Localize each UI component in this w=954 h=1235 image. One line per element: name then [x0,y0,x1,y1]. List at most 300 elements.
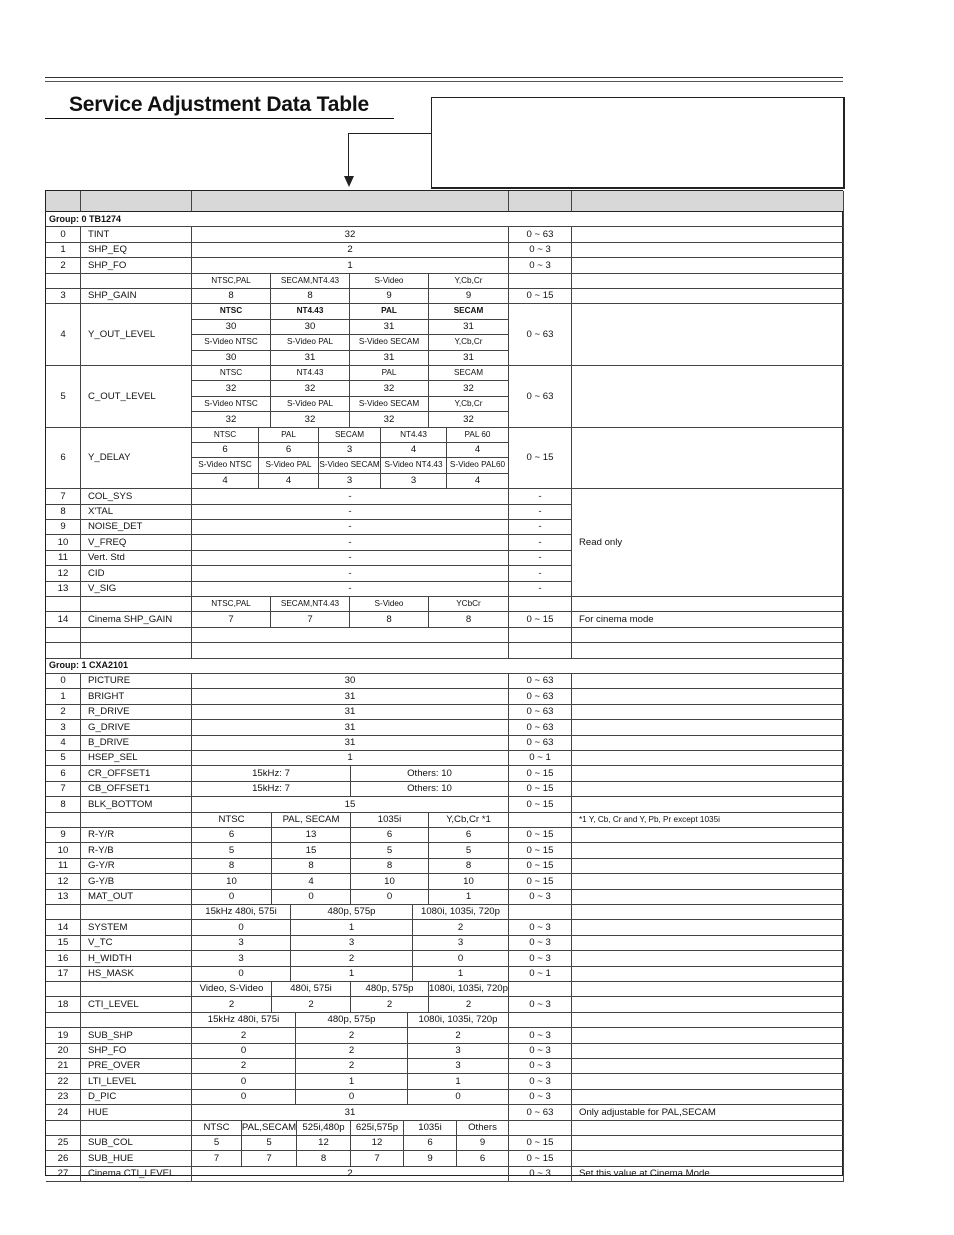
sub-value: 6 [429,828,509,843]
blank [572,597,844,612]
row-item-name: G-Y/R [81,859,192,874]
row-range: 0 ~ 15 [509,797,572,812]
blank [572,1121,844,1136]
sub-header: 1080i, 1035i, 720p [408,1013,509,1028]
sub-value: 5 [429,843,509,858]
sub-header: NT4.43 [381,428,447,443]
row-number: 5 [46,751,81,766]
row-number: 27 [46,1167,81,1182]
row-number: 2 [46,705,81,720]
sub-value: 12 [297,1136,351,1151]
sub-value: 4 [259,474,319,489]
sub-value: 12 [351,1136,404,1151]
sub-header: Y,Cb,Cr [429,335,509,350]
row-value: - [192,551,509,566]
sub-value: 30 [192,351,271,366]
sub-value: 0 [192,890,272,905]
sub-header: 480p, 575p [291,905,413,920]
row-item-name: SUB_HUE [81,1151,192,1166]
sub-value: 3 [291,936,413,951]
row-item-name: HUE [81,1105,192,1120]
sub-value: 31 [350,351,429,366]
sub-value: 6 [259,443,319,458]
row-number: 7 [46,782,81,797]
row-remarks [572,304,844,366]
top-rule [45,77,843,78]
row-number: 8 [46,505,81,520]
sub-header: NTSC [192,428,259,443]
sub-header: Others [457,1121,509,1136]
sub-value: 3 [381,474,447,489]
sub-value: 8 [192,859,272,874]
sub-value: 7 [192,612,271,627]
blank [81,1013,192,1028]
sub-value: 30 [271,320,350,335]
blank [46,905,81,920]
sub-value: 0 [192,967,291,982]
row-number: 7 [46,489,81,504]
sub-value: 2 [272,997,351,1012]
row-item-name: X'TAL [81,505,192,520]
row-remarks [572,705,844,720]
row-value: 30 [192,674,509,689]
sub-value: 6 [192,443,259,458]
row-value: - [192,505,509,520]
row-number: 16 [46,951,81,966]
row-range: - [509,520,572,535]
sub-value: 32 [429,381,509,396]
row-remarks [572,859,844,874]
row-range: - [509,535,572,550]
sub-header: S-Video PAL [271,397,350,412]
row-range: 0 ~ 3 [509,920,572,935]
sub-value: 32 [429,412,509,427]
row-remarks [572,1151,844,1166]
sub-value: 32 [350,381,429,396]
sub-header: NTSC,PAL [192,597,271,612]
group-label: Group: 0 TB1274 [46,212,844,227]
top-rule-secondary [45,81,843,82]
sub-header: 15kHz 480i, 575i [192,1013,296,1028]
row-item-name: CID [81,566,192,581]
row-range: 0 ~ 15 [509,828,572,843]
row-remarks [572,828,844,843]
row-item-name: R-Y/R [81,828,192,843]
row-range: - [509,505,572,520]
row-range: 0 ~ 15 [509,428,572,490]
sub-value: 8 [297,1151,351,1166]
sub-header: NTSC [192,366,271,381]
sub-value: 7 [192,1151,242,1166]
sub-header: 1080i, 1035i, 720p [429,982,509,997]
row-item-name: SHP_FO [81,258,192,273]
header-data [192,191,509,212]
row-remarks [572,1059,844,1074]
row-range: 0 ~ 1 [509,967,572,982]
sub-value: 15 [272,843,351,858]
row-item-name: SHP_GAIN [81,289,192,304]
row-remarks: For cinema mode [572,612,844,627]
row-value: 31 [192,1105,509,1120]
row-number: 13 [46,582,81,597]
sub-value: 2 [408,1028,509,1043]
sub-value: 7 [351,1151,404,1166]
readonly-note: Read only [572,489,844,597]
sub-value: 2 [351,997,429,1012]
row-item-name: HSEP_SEL [81,751,192,766]
row-number: 18 [46,997,81,1012]
row-range: 0 ~ 3 [509,1074,572,1089]
sub-value: 0 [192,1074,296,1089]
blank [46,982,81,997]
sub-value: 31 [350,320,429,335]
blank [46,1121,81,1136]
sub-header: S-Video [350,597,429,612]
row-number: 2 [46,258,81,273]
sub-header: S-Video NTSC [192,458,259,473]
sub-header: NTSC,PAL [192,274,271,289]
row-value: Others: 10 [351,766,509,781]
blank [46,1013,81,1028]
row-range: 0 ~ 3 [509,936,572,951]
sub-header: Y,Cb,Cr [429,274,509,289]
row-range: 0 ~ 3 [509,258,572,273]
row-item-name: SYSTEM [81,920,192,935]
sub-header: NT4.43 [271,304,350,319]
sub-value: 0 [351,890,429,905]
sub-header: Video, S-Video [192,982,272,997]
row-number: 1 [46,689,81,704]
row-value: 1 [192,751,509,766]
sub-value: 2 [192,997,272,1012]
row-number: 10 [46,843,81,858]
sub-value: 4 [381,443,447,458]
sub-value: 10 [429,874,509,889]
row-value: 31 [192,736,509,751]
sub-header: SECAM [429,304,509,319]
sub-value: 8 [272,859,351,874]
row-range: 0 ~ 15 [509,1151,572,1166]
empty-row [572,643,844,658]
row-item-name: NOISE_DET [81,520,192,535]
sub-value: 2 [413,920,509,935]
empty-row [572,628,844,643]
row-range: 0 ~ 15 [509,612,572,627]
row-number: 6 [46,428,81,490]
row-item-name: HS_MASK [81,967,192,982]
sub-value: 1 [413,967,509,982]
row-range: 0 ~ 3 [509,951,572,966]
sub-header: PAL 60 [447,428,509,443]
row-remarks [572,766,844,781]
arrow-down-icon [344,176,354,187]
row-range: 0 ~ 63 [509,736,572,751]
blank [81,982,192,997]
header-remarks [572,191,844,212]
sub-value: 31 [271,351,350,366]
row-remarks [572,689,844,704]
row-range: 0 ~ 3 [509,1028,572,1043]
row-range: - [509,566,572,581]
row-remarks: Only adjustable for PAL,SECAM [572,1105,844,1120]
row-range: 0 ~ 3 [509,243,572,258]
row-remarks [572,258,844,273]
sub-header: 1035i [351,813,429,828]
row-range: - [509,551,572,566]
row-item-name: Y_DELAY [81,428,192,490]
sub-header: PAL [350,304,429,319]
row-remarks [572,843,844,858]
row-remarks [572,874,844,889]
row-number: 0 [46,227,81,242]
row-remarks [572,720,844,735]
row-range: 0 ~ 15 [509,766,572,781]
row-range: 0 ~ 63 [509,366,572,428]
row-remarks [572,1136,844,1151]
sub-header: 625i,575p [351,1121,404,1136]
row-remarks [572,920,844,935]
sub-value: 7 [271,612,350,627]
row-range: 0 ~ 15 [509,843,572,858]
row-item-name: TINT [81,227,192,242]
row-number: 3 [46,289,81,304]
sub-value: 31 [429,320,509,335]
sub-header: Y,Cb,Cr [429,397,509,412]
sub-value: 0 [192,920,291,935]
sub-header: S-Video SECAM [350,335,429,350]
sub-value: 5 [192,1136,242,1151]
sub-value: 13 [272,828,351,843]
sub-header: 15kHz 480i, 575i [192,905,291,920]
row-value: 15kHz: 7 [192,782,351,797]
sub-header: SECAM [319,428,381,443]
row-range: 0 ~ 3 [509,1059,572,1074]
row-item-name: SHP_EQ [81,243,192,258]
row-value: 15 [192,797,509,812]
empty-row [81,628,192,643]
title-underline [45,118,394,119]
sub-value: 4 [447,474,509,489]
empty-row [192,628,509,643]
row-range: 0 ~ 1 [509,751,572,766]
row-range: 0 ~ 63 [509,1105,572,1120]
row-number: 11 [46,859,81,874]
row-value: 31 [192,720,509,735]
row-remarks [572,736,844,751]
sub-header: S-Video SECAM [350,397,429,412]
sub-header: S-Video SECAM [319,458,381,473]
sub-value: 8 [271,289,350,304]
sub-header: SECAM [429,366,509,381]
row-range: 0 ~ 15 [509,1136,572,1151]
sub-value: 3 [192,951,291,966]
row-value: - [192,535,509,550]
sub-value: 6 [192,828,272,843]
row-item-name: Cinema CTI_LEVEL [81,1167,192,1182]
blank [572,905,844,920]
row-number: 22 [46,1074,81,1089]
sub-value: 10 [192,874,272,889]
sub-value: 0 [408,1090,509,1105]
row-value: 32 [192,227,509,242]
row-item-name: D_PIC [81,1090,192,1105]
row-item-name: PICTURE [81,674,192,689]
header-note-box [431,97,845,189]
sub-value: 4 [447,443,509,458]
sub-header: YCbCr [429,597,509,612]
row-range: - [509,582,572,597]
row-number: 26 [46,1151,81,1166]
blank [572,982,844,997]
row-remarks [572,1090,844,1105]
sub-value: 6 [404,1136,457,1151]
blank [46,813,81,828]
sub-header: 1080i, 1035i, 720p [413,905,509,920]
row-item-name: G_DRIVE [81,720,192,735]
sub-value: 3 [408,1059,509,1074]
sub-header: NTSC [192,813,272,828]
row-range: 0 ~ 3 [509,1044,572,1059]
sub-header: 480i, 575i [272,982,351,997]
sub-value: 2 [192,1028,296,1043]
sub-header: 480p, 575p [296,1013,408,1028]
row-number: 23 [46,1090,81,1105]
sub-header: 480p, 575p [351,982,429,997]
sub-value: 1 [296,1074,408,1089]
row-range: 0 ~ 63 [509,689,572,704]
blank [509,813,572,828]
row-item-name: R_DRIVE [81,705,192,720]
row-item-name: SHP_FO [81,1044,192,1059]
sub-value: 2 [429,997,509,1012]
row-number: 5 [46,366,81,428]
row-number: 15 [46,936,81,951]
sub-header: 1035i [404,1121,457,1136]
header-item [81,191,192,212]
sub-header: SECAM,NT4.43 [271,597,350,612]
sub-value: 5 [351,843,429,858]
row-number: 24 [46,1105,81,1120]
sub-value: 10 [351,874,429,889]
row-item-name: V_SIG [81,582,192,597]
sub-value: 6 [351,828,429,843]
row-item-name: C_OUT_LEVEL [81,366,192,428]
sub-value: 9 [429,289,509,304]
row-item-name: MAT_OUT [81,890,192,905]
row-number: 11 [46,551,81,566]
row-item-name: SUB_COL [81,1136,192,1151]
sub-value: 3 [192,936,291,951]
row-item-name: BLK_BOTTOM [81,797,192,812]
row-number: 25 [46,1136,81,1151]
row-remarks [572,890,844,905]
row-item-name: LTI_LEVEL [81,1074,192,1089]
sub-value: 6 [457,1151,509,1166]
sub-value: 0 [413,951,509,966]
sub-header: S-Video NTSC [192,397,271,412]
sub-value: 32 [271,412,350,427]
sub-value: 9 [350,289,429,304]
row-value: Others: 10 [351,782,509,797]
blank [509,905,572,920]
row-value: 31 [192,705,509,720]
sub-value: 4 [272,874,351,889]
row-remarks [572,997,844,1012]
sub-value: 32 [271,381,350,396]
row-remarks [572,751,844,766]
sub-header: S-Video NT4.43 [381,458,447,473]
blank [509,982,572,997]
row-range: 0 ~ 63 [509,674,572,689]
sub-header: S-Video PAL [271,335,350,350]
row-item-name: Cinema SHP_GAIN [81,612,192,627]
row-number: 14 [46,920,81,935]
sub-value: 9 [404,1151,457,1166]
empty-row [192,643,509,658]
row-number: 9 [46,828,81,843]
blank [509,597,572,612]
row-range: 0 ~ 3 [509,997,572,1012]
row-number: 19 [46,1028,81,1043]
sub-header: PAL [350,366,429,381]
sub-header: S-Video PAL60 [447,458,509,473]
row-value: 15kHz: 7 [192,766,351,781]
row-remarks [572,967,844,982]
row-item-name: Vert. Std [81,551,192,566]
row-number: 9 [46,520,81,535]
row-number: 1 [46,243,81,258]
sub-value: 5 [242,1136,297,1151]
sub-value: 0 [192,1090,296,1105]
empty-row [509,628,572,643]
sub-value: 2 [296,1028,408,1043]
sub-value: 4 [192,474,259,489]
row-item-name: R-Y/B [81,843,192,858]
row-range: 0 ~ 15 [509,874,572,889]
group-label: Group: 1 CXA2101 [46,659,844,674]
row-range: 0 ~ 63 [509,720,572,735]
row-value: - [192,582,509,597]
row-number: 17 [46,967,81,982]
arrow-connector [348,133,431,134]
row-number: 10 [46,535,81,550]
blank [46,597,81,612]
page-title: Service Adjustment Data Table [69,93,369,116]
row-range: 0 ~ 15 [509,859,572,874]
row-remarks [572,782,844,797]
sub-value: 8 [429,859,509,874]
row-number: 13 [46,890,81,905]
sub-value: 1 [291,920,413,935]
sub-value: 1 [408,1074,509,1089]
row-value: - [192,520,509,535]
sub-header: NT4.43 [271,366,350,381]
empty-row [81,643,192,658]
sub-value: 3 [319,474,381,489]
row-number: 12 [46,566,81,581]
sub-value: 1 [291,967,413,982]
sub-header: S-Video PAL [259,458,319,473]
row-value: 31 [192,689,509,704]
row-item-name: PRE_OVER [81,1059,192,1074]
row-number: 12 [46,874,81,889]
sub-header: PAL [259,428,319,443]
row-remarks [572,289,844,304]
row-number: 4 [46,736,81,751]
row-remarks [572,936,844,951]
arrow-shaft [348,133,349,177]
sub-value: 2 [296,1044,408,1059]
